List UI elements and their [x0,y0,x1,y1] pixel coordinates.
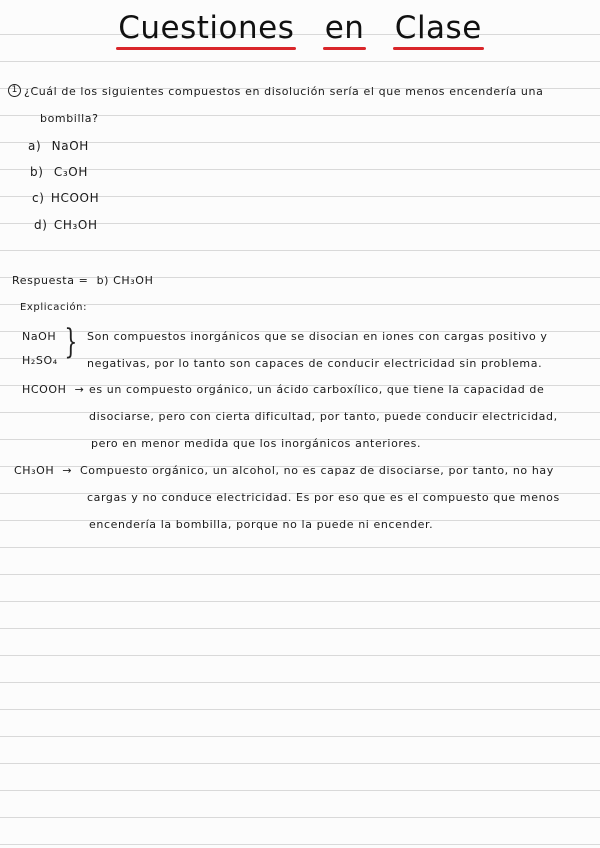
ch3oh-heading [14,464,72,477]
explanation-label: Explicación: [20,302,88,313]
option-b-text: C₃OH [53,165,88,179]
answer-value: b) CH₃OH [96,274,154,287]
answer-line [12,274,153,287]
title-word-1: Cuestiones [118,10,295,46]
hcooh-text-line-2: disociarse, pero con cierta dificultad, por tanto, puede conducir electricidad, [89,410,558,423]
inorganic-text-line-1: Son compuestos inorgánicos que se disocian en iones con cargas positivo y [87,330,548,343]
answer-label: Respuesta = [12,274,89,287]
option-a-letter: a) [28,139,42,153]
option-b [30,165,88,179]
brace-icon: } [64,322,78,362]
inorganic-compound-2: H₂SO₄ [22,354,58,367]
ch3oh-text-line-3: encendería la bombilla, porque no la puede ni encender. [89,518,434,531]
inorganic-text-line-2: negativas, por lo tanto son capaces de conducir electricidad sin problema. [87,357,543,370]
hcooh-heading [22,383,84,396]
title-word-3: Clase [394,10,482,46]
arrow-right-icon: → [62,464,73,477]
arrow-right-icon: → [74,383,85,396]
hcooh-label: HCOOH [22,383,67,396]
ch3oh-text-line-2: cargas y no conduce electricidad. Es por eso que es el compuesto que menos [87,491,560,504]
page-title [0,10,600,46]
option-c-letter: c) [32,191,45,205]
inorganic-compound-1: NaOH [22,330,57,343]
hcooh-text-line-3: pero en menor medida que los inorgánicos anteriores. [91,437,422,450]
title-word-2: en [324,10,365,46]
question-number: 1 [8,84,21,97]
question-line-2: bombilla? [40,112,99,125]
option-a [28,139,89,153]
ch3oh-label: CH₃OH [14,464,55,477]
option-c [32,191,99,205]
option-d-letter: d) [34,218,48,232]
option-d-text: CH₃OH [53,218,98,232]
option-b-letter: b) [30,165,44,179]
option-c-text: HCOOH [50,191,100,205]
ch3oh-text-line-1: Compuesto orgánico, un alcohol, no es capaz de disociarse, por tanto, no hay [80,464,554,477]
hcooh-text-line-1: es un compuesto orgánico, un ácido carboxílico, que tiene la capacidad de [89,383,545,396]
question-line-1: ¿Cuál de los siguientes compuestos en disolución sería el que menos encendería una [24,85,544,98]
option-d [34,218,98,232]
option-a-text: NaOH [51,139,89,153]
